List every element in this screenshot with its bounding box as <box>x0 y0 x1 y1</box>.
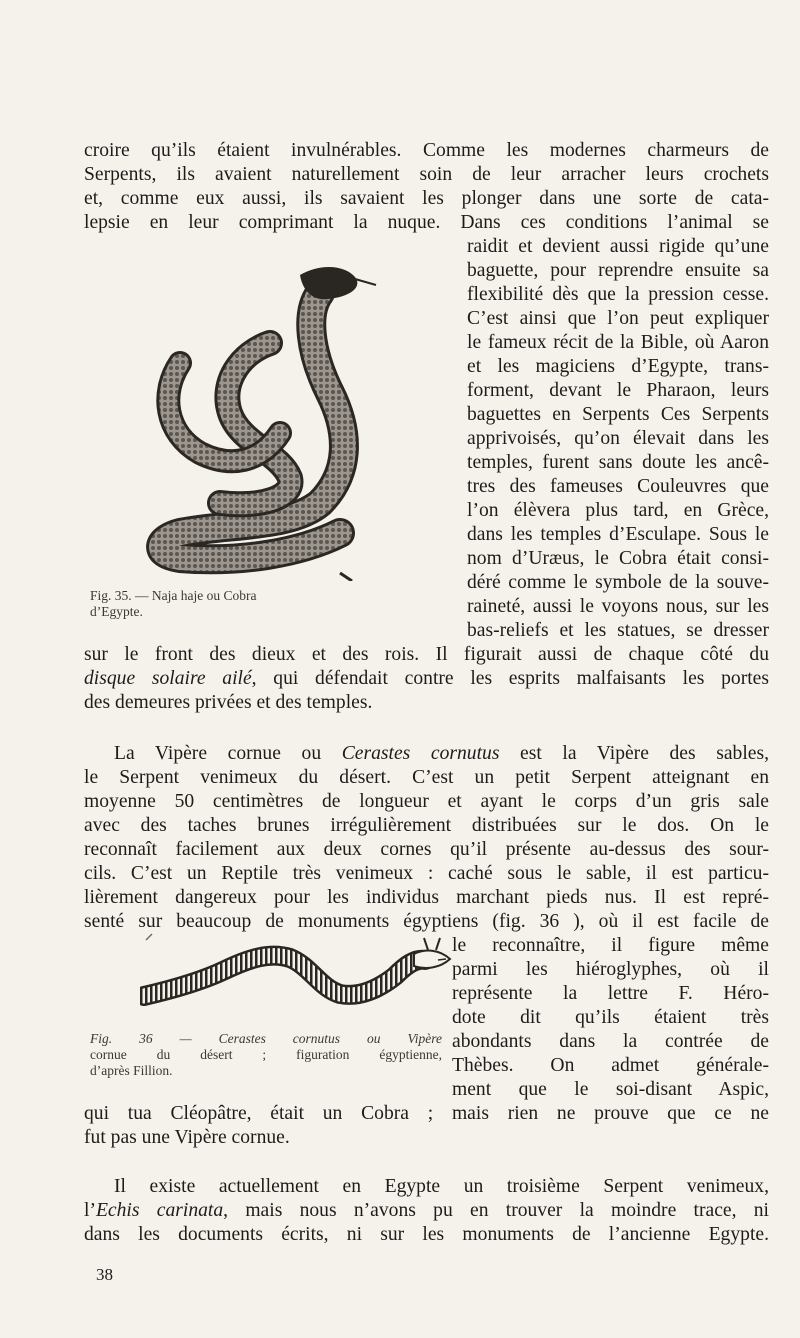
page-number: 38 <box>96 1265 113 1284</box>
text-line: cils. C’est un Reptile très venimeux : caché sous le sable, il est particu- <box>84 863 769 884</box>
text-line: senté sur beaucoup de monuments égyptiens (fig. 36 ), où il est facile de <box>84 911 769 932</box>
figure-35-caption: Fig. 35. — Naja haje ou Cobra <box>90 588 257 603</box>
figure-36-caption <box>90 1031 442 1046</box>
text-line <box>84 1200 769 1222</box>
text-line: fut pas une Vipère cornue. <box>84 1127 290 1148</box>
text-span: La Vipère cornue ou <box>114 743 342 764</box>
text-line: baguettes en Serpents Ces Serpents <box>467 404 769 425</box>
text-line: parmi les hiéroglyphes, où il <box>452 959 769 980</box>
text-line: représente la lettre F. Héro- <box>452 983 769 1004</box>
caption-text: Fig. 36 — Cerastes cornutus ou Vipère <box>90 1031 442 1046</box>
text-line: le Serpent venimeux du désert. C’est un petit Serpent atteignant en <box>84 767 769 788</box>
text-line: temples, furent sans doute les ancê- <box>467 452 769 473</box>
text-line: dans les temples d’Esculape. Sous le <box>467 524 769 545</box>
text-line: lièrement dangereux pour les individus marchant pieds nus. Il est repré- <box>84 887 769 908</box>
horned-viper-figure <box>140 932 452 1022</box>
text-line: dans les documents écrits, ni sur les monuments de l’ancienne Egypte. <box>84 1224 769 1245</box>
figure-36-caption-3: d’après Fillion. <box>90 1063 173 1078</box>
text-line: baguette, pour reprendre ensuite sa <box>467 260 769 281</box>
text-line: déré comme le symbole de la souve- <box>467 572 769 593</box>
cobra-figure <box>120 233 420 581</box>
text-span: l’ <box>84 1200 96 1221</box>
text-line: dote dit qu’ils étaient très <box>452 1007 769 1028</box>
text-line: des demeures privées et des temples. <box>84 692 373 713</box>
text-span: , qui défendait contre les esprits malfaisants les portes <box>251 668 769 689</box>
text-line: Serpents, ils avaient naturellement soin de leur arracher leurs crochets <box>84 164 769 185</box>
text-line: flexibilité dès que la pression cesse. <box>467 284 769 305</box>
text-line: nom d’Uræus, le Cobra était consi- <box>467 548 769 569</box>
text-line: apprivoisés, qu’on élevait dans les <box>467 428 769 449</box>
text-line: qui tua Cléopâtre, était un Cobra ; mais rien ne prouve que ce ne <box>84 1103 769 1124</box>
text-line: croire qu’ils étaient invulnérables. Comme les modernes charmeurs de <box>84 140 769 161</box>
text-span: est la Vipère des sables, <box>499 743 769 764</box>
text-line: raineté, aussi le voyons nous, sur les <box>467 596 769 617</box>
italic-term: Echis carinata <box>95 1200 224 1221</box>
text-line: reconnaît facilement aux deux cornes qu’il présente au-dessus des sour- <box>84 839 769 860</box>
text-line: bas-reliefs et les statues, se dresser <box>467 620 769 641</box>
text-line: le reconnaître, il figure même <box>452 935 769 956</box>
text-line: lepsie en leur comprimant la nuque. Dans ces conditions l’animal se <box>84 212 769 233</box>
text-line: raidit et devient aussi rigide qu’une <box>467 236 769 257</box>
text-line: l’on élèvera plus tard, en Grèce, <box>467 500 769 521</box>
text-line: et, comme eux aussi, ils savaient les plonger dans une sorte de cata- <box>84 188 769 209</box>
text-line: C’est ainsi que l’on peut expliquer <box>467 308 769 329</box>
text-line <box>84 668 769 690</box>
text-span: , mais nous n’avons pu en trouver la moindre trace, ni <box>223 1200 769 1221</box>
text-line: avec des taches brunes irrégulièrement distribuées sur le dos. On le <box>84 815 769 836</box>
text-line: abondants dans la contrée de <box>452 1031 769 1052</box>
text-line: forment, devant le Pharaon, leurs <box>467 380 769 401</box>
text-line <box>84 743 769 765</box>
figure-35-caption-2: d’Egypte. <box>90 604 143 619</box>
text-line: et les magiciens d’Egypte, trans- <box>467 356 769 377</box>
text-line: le fameux récit de la Bible, où Aaron <box>467 332 769 353</box>
text-line <box>84 1176 769 1198</box>
text-line: ment que le soi-disant Aspic, <box>452 1079 769 1100</box>
text-span: Il existe actuellement en Egypte un troisième Serpent venimeux, <box>114 1176 769 1197</box>
figure-36-caption-2: cornue du désert ; figuration égyptienne, <box>90 1047 442 1062</box>
italic-term: Cerastes cornutus <box>341 743 500 764</box>
text-line: sur le front des dieux et des rois. Il figurait aussi de chaque côté du <box>84 644 769 665</box>
text-line: Thèbes. On admet générale- <box>452 1055 769 1076</box>
text-line: moyenne 50 centimètres de longueur et ayant le corps d’un gris sale <box>84 791 769 812</box>
italic-term: disque solaire ailé <box>84 668 252 689</box>
text-line: tres des fameuses Couleuvres que <box>467 476 769 497</box>
